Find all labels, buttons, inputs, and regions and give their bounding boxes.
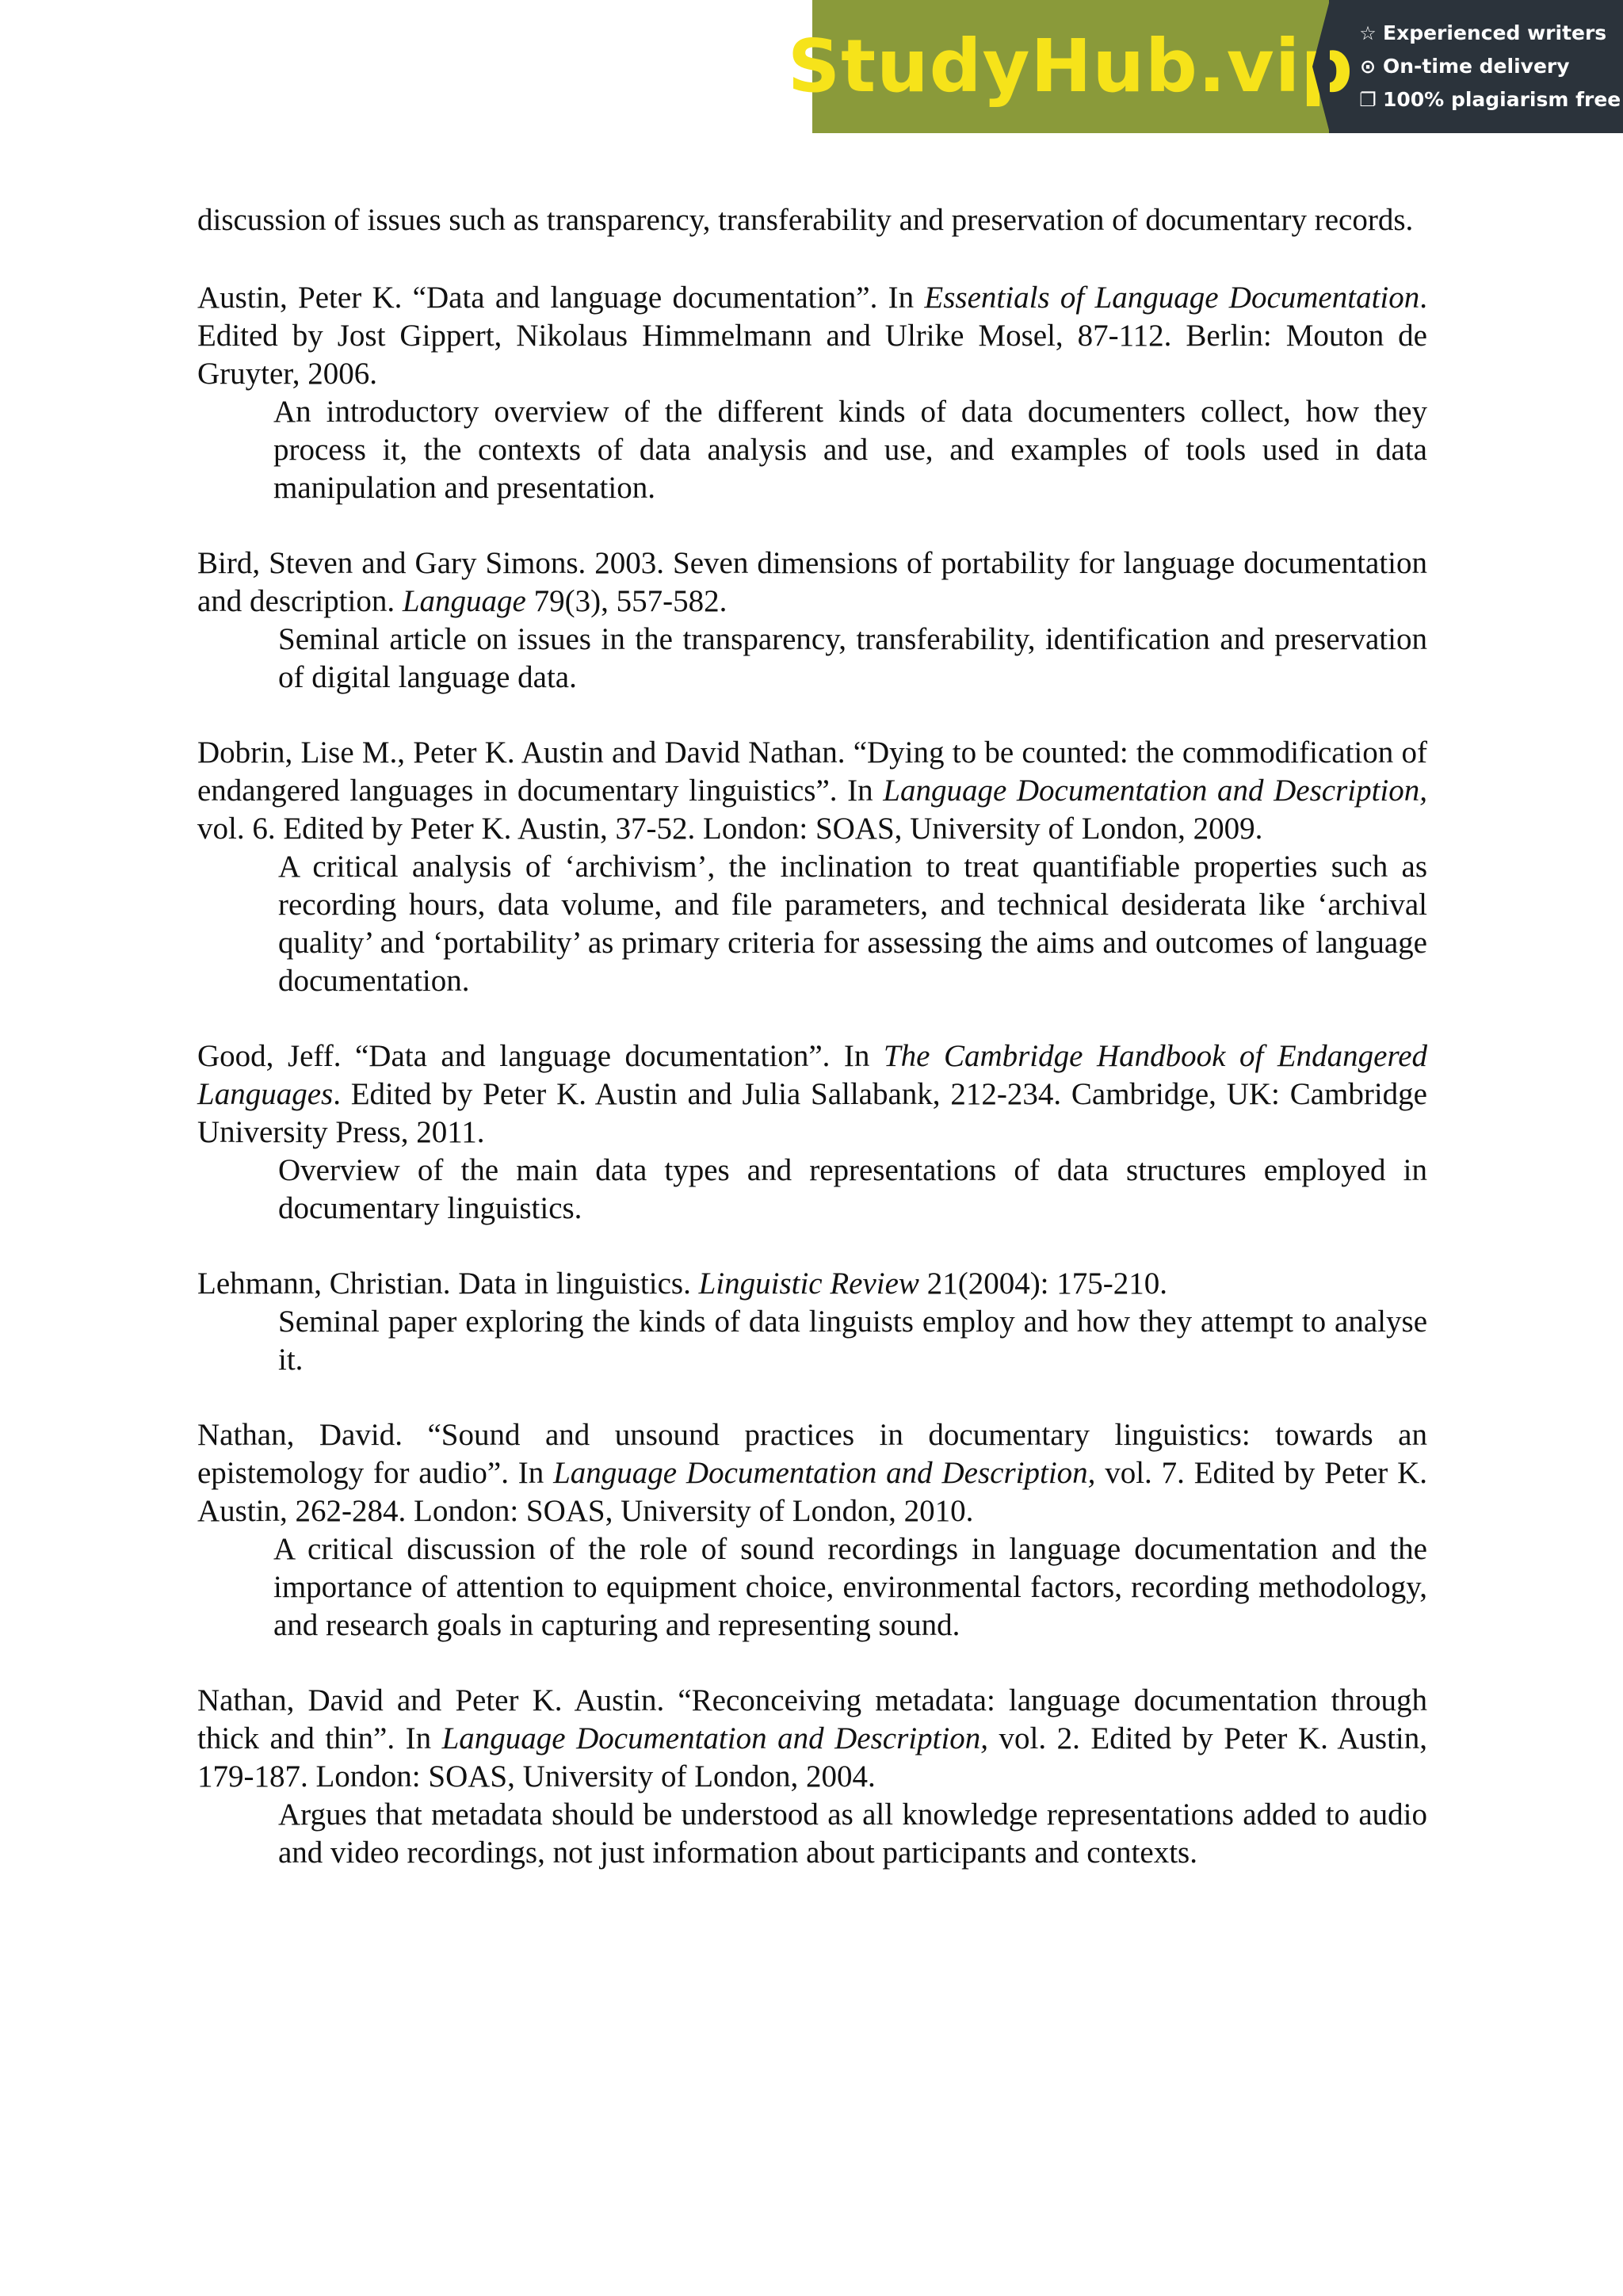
work-title: Language (402, 584, 526, 618)
banner-divider (1312, 0, 1330, 133)
feature-experienced-writers (1358, 19, 1623, 48)
feature-plagiarism-free (1358, 86, 1623, 114)
logo-text: StudyHub.vip (787, 24, 1354, 109)
clock-icon: ⊙ (1359, 55, 1377, 78)
star-icon: ☆ (1359, 22, 1377, 44)
work-title: Language Documentation and Description, (883, 774, 1428, 808)
copy-icon: ❐ (1359, 89, 1377, 111)
annotation: Seminal article on issues in the transparency, transferability, identification and preservation of digital language data. (278, 622, 1427, 694)
work-title: The Cambridge Handbook of Endangered Languages (197, 1039, 1428, 1111)
annotation: An introductory overview of the different kinds of data documenters collect, how they process it, the contexts of data analysis and use, and examples of tools used in data manipulation and presentation. (273, 395, 1427, 505)
bibliography-entry (197, 1037, 1427, 1228)
work-title: Linguistic Review (698, 1266, 919, 1301)
citation: Dobrin, Lise M., Peter K. Austin and David Nathan. “Dying to be counted: the commodification of endangered languages in documentary linguistics”. In Language Documentation and Description, vol. 6. Edited by Peter K. Austin, 37-52. London: SOAS, University of London, 2009. (197, 735, 1428, 846)
bibliography-entry (197, 544, 1427, 697)
citation: Austin, Peter K. “Data and language documentation”. In Essentials of Language Documentation. Edited by Jost Gippert, Nikolaus Himmelmann and Ulrike Mosel, 87-112. Berlin: Mouton de Gruyter, 2006. (197, 281, 1427, 391)
annotation: Overview of the main data types and representations of data structures employed in documentary linguistics. (278, 1153, 1427, 1225)
feature-on-time-delivery (1358, 52, 1623, 81)
bibliography-entry (197, 734, 1427, 1000)
annotation: Argues that metadata should be understood as all knowledge representations added to audio and video recordings, not just information about participants and contexts. (278, 1797, 1427, 1870)
citation: Nathan, David. “Sound and unsound practices in documentary linguistics: towards an epistemology for audio”. In Language Documentation and Description, vol. 7. Edited by Peter K. Austin, 262-284. London: SOAS, University of London, 2010. (197, 1418, 1428, 1528)
feature-label: 100% plagiarism free (1383, 88, 1621, 111)
document-body (197, 198, 1427, 1872)
annotation: A critical analysis of ‘archivism’, the inclination to treat quantifiable properties such as recording hours, data volume, and file parameters, and technical desiderata like ‘archival quality’ and ‘portability’ as primary criteria for assessing the aims and outcomes of language documentation. (278, 850, 1427, 998)
bibliography-entry (197, 279, 1427, 507)
feature-label: On-time delivery (1383, 55, 1570, 78)
citation: Nathan, David and Peter K. Austin. “Reconceiving metadata: language documentation through thick and thin”. In Language Documentation and Description, vol. 2. Edited by Peter K. Austin, 179-187. London: SOAS, University of London, 2004. (197, 1683, 1427, 1794)
annotation: A critical discussion of the role of sound recordings in language documentation and the importance of attention to equipment choice, environmental factors, recording methodology, and research goals in capturing and representing sound. (273, 1532, 1427, 1642)
studyhub-logo[interactable] (787, 0, 1354, 133)
studyhub-banner[interactable] (787, 0, 1623, 133)
citation: Lehmann, Christian. Data in linguistics. Linguistic Review 21(2004): 175-210. (197, 1266, 1168, 1301)
feature-label: Experienced writers (1383, 21, 1607, 44)
work-title: Essentials of Language Documentation (924, 281, 1420, 315)
bibliography-entry (197, 1265, 1427, 1379)
work-title: Language Documentation and Description, (441, 1721, 989, 1755)
bibliography-entry (197, 1682, 1427, 1872)
annotation: Seminal paper exploring the kinds of data linguists employ and how they attempt to analyse it. (278, 1305, 1427, 1377)
citation: Good, Jeff. “Data and language documentation”. In The Cambridge Handbook of Endangered Languages. Edited by Peter K. Austin and Julia Sallabank, 212-234. Cambridge, UK: Cambridge University Press, 2011. (197, 1039, 1428, 1149)
citation: Bird, Steven and Gary Simons. 2003. Seven dimensions of portability for language documentation and description. Language 79(3), 557-582. (197, 546, 1427, 618)
intro-paragraph: discussion of issues such as transparency, transferability and preservation of documentary records. (197, 203, 1414, 237)
banner-features (1329, 0, 1623, 133)
work-title: Language Documentation and Description, (553, 1456, 1096, 1490)
bibliography-entry (197, 1416, 1427, 1645)
